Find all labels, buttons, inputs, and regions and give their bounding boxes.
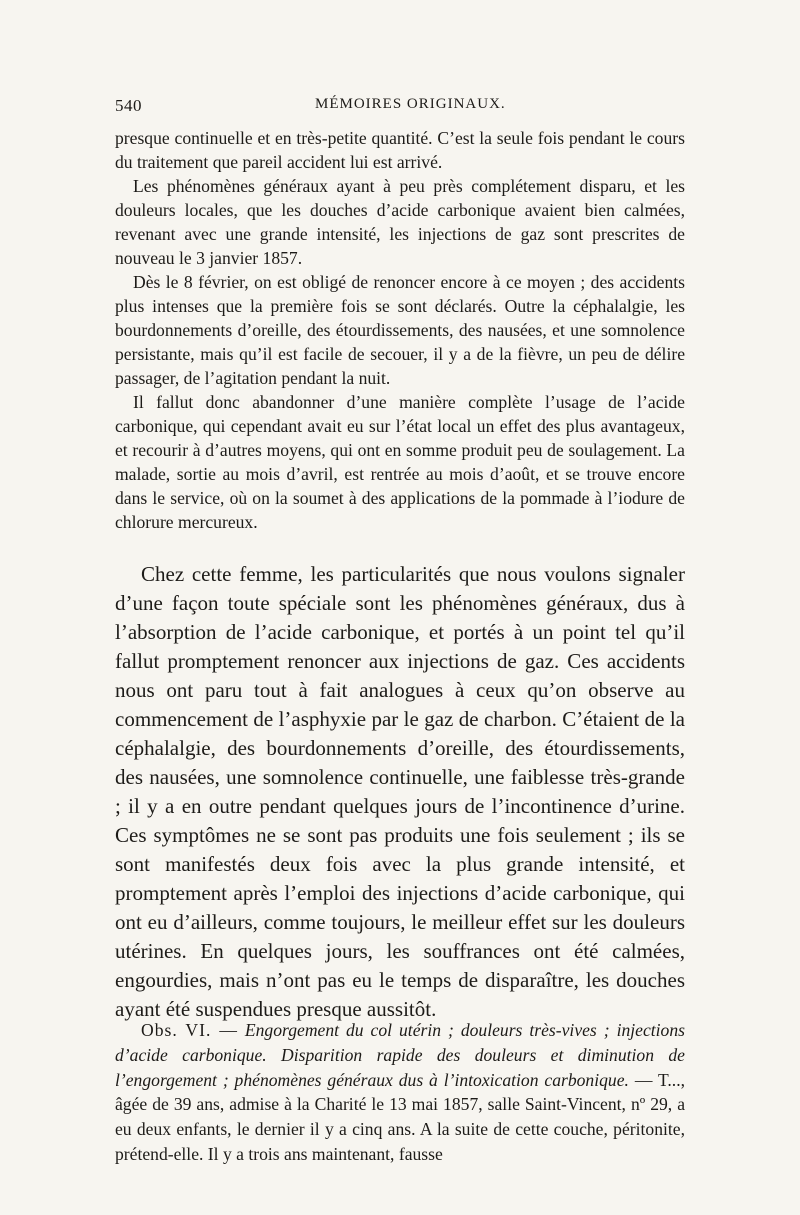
paragraph-commentary: Chez cette femme, les particularités que nous voulons signaler d’une façon toute spéciale sont les phénomènes généraux, dus à l’absorption de l’acide carbonique, et portés à un point tel qu’il fallut promptement renoncer aux injections de gaz. Ces accidents nous ont paru tout à fait analogues à ceux qu’on observe au commencement de l’asphyxie par le gaz de charbon. C’étaient de la céphalalgie, des bourdonnements d’oreille, des étourdissements, des nausées, une somnolence continuelle, une faiblesse très-grande ; il y a en outre pendant quelques jours de l’incontinence d’urine. Ces symptômes ne se sont pas produits une fois seulement ; ils se sont manifestés deux fois avec la plus grande intensité, et promptement après l’emploi des injections d’acide carbonique, qui ont eu d’ailleurs, comme toujours, le meilleur effet sur les douleurs utérines. En quelques jours, les souffrances ont été calmées, engourdies, mais n’ont pas eu le temps de disparaître, les douches ayant été suspendues presque aussitôt. (115, 562, 685, 1021)
page-header (115, 96, 685, 118)
case-notes-section (115, 126, 685, 534)
observation-body: — T..., âgée de 39 ans, admise à la Charité le 13 mai 1857, salle Saint-Vincent, nº 29, a eu deux enfants, le dernier il y a cinq ans. A la suite de cette couche, péritonite, prétend-elle. Il y a trois ans maintenant, fausse (115, 1069, 685, 1164)
paragraph-continuation: presque continuelle et en très-petite quantité. C’est la seule fois pendant le cours du traitement que pareil accident lui est arrivé. (115, 128, 685, 172)
observation-section (115, 1018, 685, 1167)
page-number: 540 (115, 96, 142, 115)
observation-title: Engorgement du col utérin ; douleurs très-vives ; injections d’acide carbonique. Disparition rapide des douleurs et diminution de l’engorgement ; phénomènes généraux dus à l’intoxication carbonique. (115, 1020, 685, 1090)
paragraph-general-phenomena: Les phénomènes généraux ayant à peu près complétement disparu, et les douleurs locales, que les douches d’acide carbonique avaient bien calmées, revenant avec une grande intensité, les injections de gaz sont prescrites de nouveau le 3 janvier 1857. (115, 176, 685, 268)
running-title: MÉMOIRES ORIGINAUX. (315, 96, 506, 112)
observation-label: Obs. VI. — (141, 1020, 238, 1040)
commentary-section (115, 560, 685, 1024)
paragraph-abandon-treatment: Il fallut donc abandonner d’une manière complète l’usage de l’acide carbonique, qui cependant avait eu sur l’état local un effet des plus avantageux, et recourir à d’autres moyens, qui ont en somme produit peu de soulagement. La malade, sortie au mois d’avril, est rentrée au mois d’août, et se trouve encore dans le service, où on la soumet à des applications de la pommade à l’iodure de chlorure mercureux. (115, 392, 685, 532)
paragraph-february: Dès le 8 février, on est obligé de renoncer encore à ce moyen ; des accidents plus intenses que la première fois se sont déclarés. Outre la céphalalgie, les bourdonnements d’oreille, des étourdissements, des nausées, et une somnolence persistante, mais qu’il est facile de secouer, il y a de la fièvre, un peu de délire passager, de l’agitation pendant la nuit. (115, 272, 685, 388)
observation-paragraph (115, 1018, 685, 1167)
